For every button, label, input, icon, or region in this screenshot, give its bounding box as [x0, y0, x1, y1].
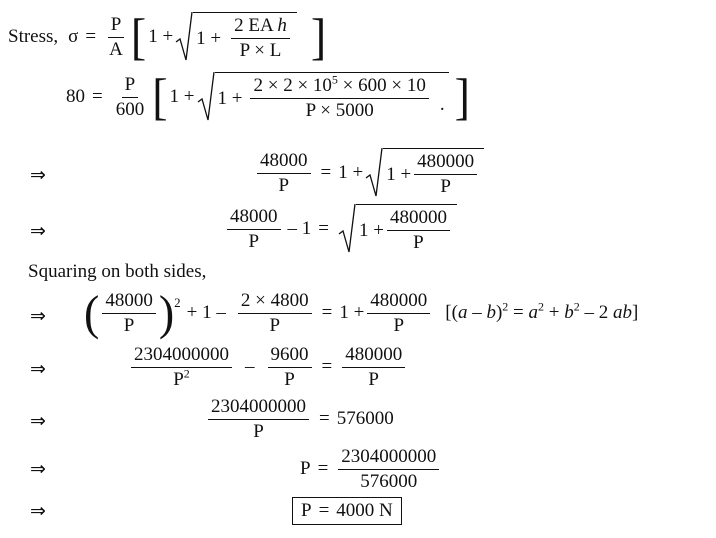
id-part: ): [495, 302, 503, 323]
implies-arrow: ⇒: [30, 500, 46, 522]
implies-arrow: ⇒: [30, 458, 46, 480]
id-part: b: [486, 302, 496, 323]
id-part: – 2: [579, 302, 613, 323]
denominator: P: [253, 420, 264, 442]
square-root: [175, 12, 297, 62]
denominator: P: [368, 368, 379, 390]
denominator: P: [393, 314, 405, 336]
fraction-big-over-576000: [338, 447, 439, 492]
denominator: A: [109, 38, 123, 60]
equals-sign: =: [317, 458, 329, 479]
denominator: P × 5000: [305, 100, 374, 121]
id-exp: 2: [573, 299, 580, 314]
fraction-48000-over-p: [227, 207, 281, 252]
id-part: [(: [445, 302, 458, 323]
numerator: 48000: [102, 291, 156, 314]
id-part: b: [564, 302, 574, 323]
right-bracket: ]: [310, 8, 327, 65]
fraction-480000-over-p: [387, 208, 450, 253]
denominator: P: [284, 368, 295, 390]
radical-sign-icon: [365, 148, 383, 198]
identity-note: [445, 299, 639, 324]
fraction-big-over-p2: [131, 345, 232, 390]
fraction-48000-over-p: [102, 291, 156, 336]
numerator: [250, 72, 428, 99]
fraction-p-over-a: [106, 15, 126, 60]
step-line-4: [224, 200, 457, 258]
equals-sign: =: [319, 408, 330, 429]
id-part: –: [467, 302, 487, 323]
fraction-9600-over-p: [268, 345, 312, 390]
denominator: 600: [115, 98, 145, 120]
exponent: 2: [183, 366, 190, 381]
substitution-line: [66, 66, 472, 128]
right-paren: ): [158, 285, 175, 340]
minus-sign: –: [245, 356, 255, 377]
equals-sign: =: [320, 162, 332, 183]
step-line-6: [128, 338, 408, 396]
implies-arrow: ⇒: [30, 305, 46, 327]
numerator: P: [108, 15, 125, 38]
minus-one: – 1: [287, 218, 312, 239]
sigma-symbol: σ: [68, 26, 79, 47]
num-part-a: 2 × 2 × 10: [253, 75, 332, 97]
fraction-substituted: [250, 72, 428, 121]
left-paren: (: [84, 285, 100, 340]
equals-sign: =: [321, 302, 333, 323]
stress-label: Stress,: [8, 26, 59, 47]
one-plus-inner: 1 +: [386, 163, 412, 185]
radicand: [383, 148, 484, 198]
equals-sign: =: [85, 26, 97, 47]
one-plus-inner: 1 +: [217, 87, 243, 109]
denominator: P: [269, 314, 281, 336]
step-line-3: [254, 144, 484, 202]
radicand: [356, 204, 457, 254]
right-bracket: ]: [454, 68, 470, 125]
one-plus: 1 +: [339, 302, 365, 323]
fraction-p-over-600: [113, 75, 148, 120]
final-value: 4000 N: [336, 500, 393, 521]
id-part: ]: [631, 302, 639, 323]
fraction-big-over-p: [208, 397, 309, 442]
one-plus: 1 +: [169, 86, 195, 107]
radicand: [193, 12, 297, 62]
equals-sign: =: [318, 500, 330, 521]
denominator: 576000: [360, 470, 418, 492]
left-bracket: [: [130, 8, 147, 65]
final-answer-box: [292, 497, 402, 525]
denominator: $P^2$: [173, 366, 190, 390]
equals-sign: =: [321, 356, 333, 377]
stress-formula-line: [8, 6, 328, 68]
one-plus: 1 +: [338, 162, 364, 183]
denominator: P × L: [239, 40, 282, 61]
h-variable: h: [277, 15, 287, 37]
left-bracket: [: [152, 68, 168, 125]
radical-sign-icon: [197, 72, 215, 122]
radicand: [215, 72, 449, 122]
denominator: P: [440, 176, 451, 197]
implies-arrow: ⇒: [30, 410, 46, 432]
value-576000: 576000: [336, 408, 394, 429]
squaring-note: [28, 260, 206, 284]
id-exp: 2: [502, 299, 509, 314]
numerator: 480000: [342, 345, 405, 368]
final-answer-line: [292, 496, 402, 526]
fraction-480000-over-p: [414, 152, 477, 197]
implies-arrow: ⇒: [30, 164, 46, 186]
numerator: 2 × 4800: [238, 291, 312, 314]
p-variable: P: [300, 458, 311, 479]
fraction-2eah-over-pl: [231, 16, 290, 61]
square-root: [338, 204, 457, 254]
p-variable: P: [301, 500, 312, 521]
id-part: =: [508, 302, 529, 323]
square-root: [197, 72, 449, 122]
numerator: 480000: [414, 152, 477, 175]
one-plus: 1 +: [148, 26, 174, 47]
denominator: P: [413, 232, 424, 253]
implies-arrow: ⇒: [30, 220, 46, 242]
radical-sign-icon: [338, 204, 356, 254]
denominator: P: [248, 230, 260, 252]
implies-arrow: ⇒: [30, 358, 46, 380]
numerator: 48000: [227, 207, 281, 230]
value-80: 80: [66, 86, 85, 107]
step-line-8: [300, 440, 442, 498]
num-text: 2 EA: [234, 15, 273, 37]
numerator: [231, 16, 290, 39]
numerator: 2304000000: [131, 345, 232, 368]
num-part-b: × 600 × 10: [337, 75, 426, 97]
numerator: P: [122, 75, 139, 98]
fraction-48000-over-p: [257, 151, 311, 196]
step-line-5: ( $\frac{48000}{P}$ ) $^2$ + 1 – $\frac{2 \times 4800}{P}$ = 1 + $\frac{480000}{P}$ [$(a - b)^2 = a^2 + b^2 - 2$ ab]: [84, 285, 639, 340]
id-exp: 2: [537, 299, 544, 314]
numerator: 2304000000: [208, 397, 309, 420]
numerator: 480000: [367, 291, 430, 314]
id-part: a: [528, 302, 538, 323]
squaring-text: Squaring on both sides,: [28, 261, 207, 282]
stray-dot: .: [439, 93, 445, 115]
radical-sign-icon: [175, 12, 193, 62]
numerator: 2304000000: [338, 447, 439, 470]
plus-one-minus: + 1 –: [186, 302, 226, 323]
fraction-480000-over-p: [367, 291, 430, 336]
fraction-480000-over-p: [342, 345, 405, 390]
denominator: P: [123, 314, 135, 336]
numerator: 480000: [387, 208, 450, 231]
square-root: [365, 148, 484, 198]
one-plus-inner: 1 +: [196, 27, 222, 49]
fraction-2x4800-over-p: [238, 291, 312, 336]
exponent: 5: [331, 72, 338, 87]
numerator: 48000: [257, 151, 311, 174]
one-plus-inner: 1 +: [358, 219, 384, 241]
numerator: 9600: [268, 345, 312, 368]
id-part: a: [457, 302, 468, 323]
id-part: ab: [612, 302, 632, 323]
equals-sign: =: [318, 218, 329, 239]
equals-sign: =: [92, 86, 103, 107]
id-part: +: [543, 302, 565, 323]
denominator: P: [278, 174, 290, 196]
